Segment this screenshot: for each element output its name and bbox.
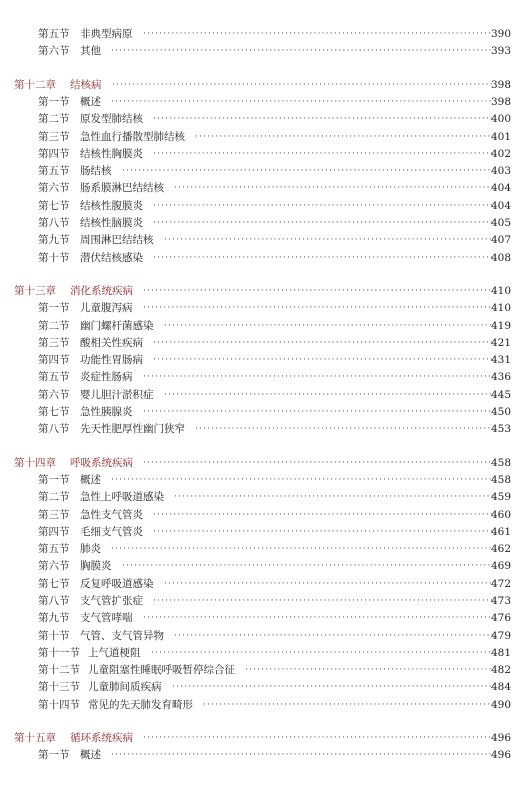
leader-dots xyxy=(143,283,493,299)
leader-dots xyxy=(111,472,493,488)
page-number: 484 xyxy=(490,681,511,693)
section-number: 第五节 xyxy=(38,28,70,40)
section-title: 毛细支气管炎 xyxy=(80,526,143,538)
leader-dots xyxy=(122,163,493,179)
leader-dots xyxy=(111,541,493,557)
page-number: 405 xyxy=(490,217,511,229)
chapter-title: 循环系统疾病 xyxy=(70,732,133,744)
section-title: 结核性脑膜炎 xyxy=(80,217,143,229)
section-title: 概述 xyxy=(80,474,101,486)
section-number: 第十三节 xyxy=(38,681,80,693)
section-number: 第十节 xyxy=(38,630,70,642)
page-number: 398 xyxy=(490,96,511,108)
section-title: 幽门螺杆菌感染 xyxy=(80,320,154,332)
section-number: 第七节 xyxy=(38,200,70,212)
toc-section-row[interactable] xyxy=(0,610,529,626)
section-title: 儿童肺间质疾病 xyxy=(88,681,162,693)
page-number: 408 xyxy=(490,252,511,264)
toc-section-row[interactable] xyxy=(0,421,529,437)
toc-section-row[interactable] xyxy=(0,593,529,609)
chapter-number: 第十三章 xyxy=(14,285,56,297)
section-title: 原发型肺结核 xyxy=(80,113,143,125)
page-number: 400 xyxy=(490,113,511,125)
page-number: 490 xyxy=(490,699,511,711)
leader-dots xyxy=(174,628,493,644)
section-number: 第六节 xyxy=(38,560,70,572)
leader-dots xyxy=(143,610,493,626)
toc-section-row[interactable] xyxy=(0,198,529,214)
leader-dots xyxy=(174,180,493,196)
page-number: 496 xyxy=(490,732,511,744)
section-number: 第五节 xyxy=(38,165,70,177)
section-number: 第四节 xyxy=(38,526,70,538)
section-number: 第三节 xyxy=(38,509,70,521)
page-number: 472 xyxy=(490,578,511,590)
leader-dots xyxy=(195,129,493,145)
section-title: 周围淋巴结结核 xyxy=(80,234,154,246)
toc-section-row[interactable] xyxy=(0,111,529,127)
page-number: 459 xyxy=(490,491,511,503)
leader-dots xyxy=(143,730,493,746)
page-number: 419 xyxy=(490,320,511,332)
leader-dots xyxy=(172,679,493,695)
toc-section-row[interactable] xyxy=(0,250,529,266)
chapter-title: 消化系统疾病 xyxy=(70,285,133,297)
section-title: 肠结核 xyxy=(80,165,112,177)
section-number: 第六节 xyxy=(38,182,70,194)
leader-dots xyxy=(153,507,493,523)
section-title: 儿童阻塞性睡眠呼吸暂停综合征 xyxy=(88,664,235,676)
toc-section-row[interactable] xyxy=(0,697,529,713)
section-number: 第二节 xyxy=(38,320,70,332)
section-title: 急性胰腺炎 xyxy=(80,406,133,418)
section-title: 婴儿胆汁淤积症 xyxy=(80,389,154,401)
section-title: 其他 xyxy=(80,45,101,57)
chapter-title: 结核病 xyxy=(70,79,102,91)
toc-section-row[interactable] xyxy=(0,300,529,316)
page-number: 479 xyxy=(490,630,511,642)
page-number: 458 xyxy=(490,474,511,486)
section-title: 胸膜炎 xyxy=(80,560,112,572)
section-number: 第十节 xyxy=(38,252,70,264)
toc-section-row[interactable] xyxy=(0,369,529,385)
section-title: 急性上呼吸道感染 xyxy=(80,491,164,503)
leader-dots xyxy=(153,524,493,540)
section-title: 酸相关性疾病 xyxy=(80,337,143,349)
leader-dots xyxy=(203,697,493,713)
toc-section-row[interactable] xyxy=(0,662,529,678)
page-number: 398 xyxy=(490,79,511,91)
leader-dots xyxy=(143,369,493,385)
leader-dots xyxy=(153,146,493,162)
leader-dots xyxy=(245,662,493,678)
section-title: 功能性胃肠病 xyxy=(80,354,143,366)
page-number: 404 xyxy=(490,182,511,194)
toc-chapter-row[interactable] xyxy=(0,730,529,746)
page-number: 410 xyxy=(490,302,511,314)
page-number: 482 xyxy=(490,664,511,676)
section-number: 第五节 xyxy=(38,371,70,383)
chapter-number: 第十四章 xyxy=(14,457,56,469)
section-number: 第十一节 xyxy=(38,647,80,659)
toc-section-row[interactable] xyxy=(0,26,529,42)
leader-dots xyxy=(164,387,493,403)
leader-dots xyxy=(143,26,493,42)
section-number: 第一节 xyxy=(38,749,70,761)
section-title: 支气管哮喘 xyxy=(80,612,133,624)
leader-dots xyxy=(143,455,493,471)
page-number: 393 xyxy=(490,45,511,57)
leader-dots xyxy=(153,215,493,231)
leader-dots xyxy=(143,300,493,316)
leader-dots xyxy=(195,421,493,437)
page-number: 402 xyxy=(490,148,511,160)
leader-dots xyxy=(153,352,493,368)
page-number: 453 xyxy=(490,423,511,435)
page-number: 445 xyxy=(490,389,511,401)
section-number: 第八节 xyxy=(38,217,70,229)
leader-dots xyxy=(153,335,493,351)
section-title: 常见的先天肺发育畸形 xyxy=(88,699,193,711)
leader-dots xyxy=(174,489,493,505)
toc-section-row[interactable] xyxy=(0,163,529,179)
toc-section-row[interactable] xyxy=(0,507,529,523)
section-title: 支气管扩张症 xyxy=(80,595,143,607)
chapter-number: 第十五章 xyxy=(14,732,56,744)
section-title: 上气道梗阻 xyxy=(88,647,141,659)
page-number: 458 xyxy=(490,457,511,469)
toc-section-row[interactable] xyxy=(0,335,529,351)
section-number: 第九节 xyxy=(38,612,70,624)
section-number: 第二节 xyxy=(38,491,70,503)
toc-section-row[interactable] xyxy=(0,129,529,145)
section-title: 非典型病原 xyxy=(80,28,133,40)
leader-dots xyxy=(164,576,493,592)
toc-section-row[interactable] xyxy=(0,747,529,763)
page-number: 436 xyxy=(490,371,511,383)
leader-dots xyxy=(122,558,493,574)
page-number: 407 xyxy=(490,234,511,246)
section-title: 肺炎 xyxy=(80,543,101,555)
toc-section-row[interactable] xyxy=(0,232,529,248)
page-number: 476 xyxy=(490,612,511,624)
toc-section-row[interactable] xyxy=(0,43,529,59)
section-number: 第五节 xyxy=(38,543,70,555)
page-number: 403 xyxy=(490,165,511,177)
leader-dots xyxy=(111,43,493,59)
section-title: 结核性腹膜炎 xyxy=(80,200,143,212)
toc-section-row[interactable] xyxy=(0,180,529,196)
toc-section-row[interactable] xyxy=(0,94,529,110)
page-number: 421 xyxy=(490,337,511,349)
page-number: 431 xyxy=(490,354,511,366)
section-number: 第一节 xyxy=(38,302,70,314)
leader-dots xyxy=(111,747,493,763)
section-title: 潜伏结核感染 xyxy=(80,252,143,264)
section-title: 儿童腹泻病 xyxy=(80,302,133,314)
section-number: 第三节 xyxy=(38,131,70,143)
leader-dots xyxy=(164,318,493,334)
toc-section-row[interactable] xyxy=(0,524,529,540)
section-number: 第六节 xyxy=(38,389,70,401)
section-number: 第七节 xyxy=(38,406,70,418)
section-title: 急性血行播散型肺结核 xyxy=(80,131,185,143)
toc-section-row[interactable] xyxy=(0,352,529,368)
chapter-number: 第十二章 xyxy=(14,79,56,91)
section-title: 先天性肥厚性幽门狭窄 xyxy=(80,423,185,435)
toc-section-row[interactable] xyxy=(0,387,529,403)
section-number: 第三节 xyxy=(38,337,70,349)
page-number: 404 xyxy=(490,200,511,212)
leader-dots xyxy=(143,404,493,420)
leader-dots xyxy=(153,111,493,127)
page-number: 462 xyxy=(490,543,511,555)
chapter-title: 呼吸系统疾病 xyxy=(70,457,133,469)
section-title: 结核性胸膜炎 xyxy=(80,148,143,160)
page-number: 390 xyxy=(490,28,511,40)
section-number: 第六节 xyxy=(38,45,70,57)
toc-section-row[interactable] xyxy=(0,558,529,574)
page-number: 401 xyxy=(490,131,511,143)
toc-section-row[interactable] xyxy=(0,215,529,231)
page-number: 481 xyxy=(490,647,511,659)
toc-section-row[interactable] xyxy=(0,404,529,420)
section-title: 炎症性肠病 xyxy=(80,371,133,383)
section-number: 第四节 xyxy=(38,148,70,160)
section-title: 概述 xyxy=(80,749,101,761)
section-number: 第八节 xyxy=(38,595,70,607)
section-number: 第七节 xyxy=(38,578,70,590)
toc-chapter-row[interactable] xyxy=(0,77,529,93)
page-number: 496 xyxy=(490,749,511,761)
toc-section-row[interactable] xyxy=(0,679,529,695)
page-number: 450 xyxy=(490,406,511,418)
section-number: 第一节 xyxy=(38,474,70,486)
section-number: 第一节 xyxy=(38,96,70,108)
toc-section-row[interactable] xyxy=(0,541,529,557)
leader-dots xyxy=(112,77,493,93)
section-title: 概述 xyxy=(80,96,101,108)
page-number: 461 xyxy=(490,526,511,538)
section-number: 第四节 xyxy=(38,354,70,366)
leader-dots xyxy=(151,645,493,661)
section-number: 第十二节 xyxy=(38,664,80,676)
leader-dots xyxy=(153,250,493,266)
section-number: 第二节 xyxy=(38,113,70,125)
leader-dots xyxy=(153,593,493,609)
toc-chapter-row[interactable] xyxy=(0,283,529,299)
section-title: 急性支气管炎 xyxy=(80,509,143,521)
toc-section-row[interactable] xyxy=(0,472,529,488)
section-title: 反复呼吸道感染 xyxy=(80,578,154,590)
section-title: 肠系膜淋巴结结核 xyxy=(80,182,164,194)
toc-section-row[interactable] xyxy=(0,489,529,505)
page-number: 460 xyxy=(490,509,511,521)
section-number: 第八节 xyxy=(38,423,70,435)
leader-dots xyxy=(164,232,493,248)
page-number: 410 xyxy=(490,285,511,297)
section-number: 第九节 xyxy=(38,234,70,246)
leader-dots xyxy=(111,94,493,110)
toc-section-row[interactable] xyxy=(0,146,529,162)
page-number: 473 xyxy=(490,595,511,607)
leader-dots xyxy=(153,198,493,214)
section-title: 气管、支气管异物 xyxy=(80,630,164,642)
toc-section-row[interactable] xyxy=(0,576,529,592)
section-number: 第十四节 xyxy=(38,699,80,711)
toc-section-row[interactable] xyxy=(0,318,529,334)
toc-chapter-row[interactable] xyxy=(0,455,529,471)
page-number: 469 xyxy=(490,560,511,572)
toc-section-row[interactable] xyxy=(0,628,529,644)
toc-section-row[interactable] xyxy=(0,645,529,661)
